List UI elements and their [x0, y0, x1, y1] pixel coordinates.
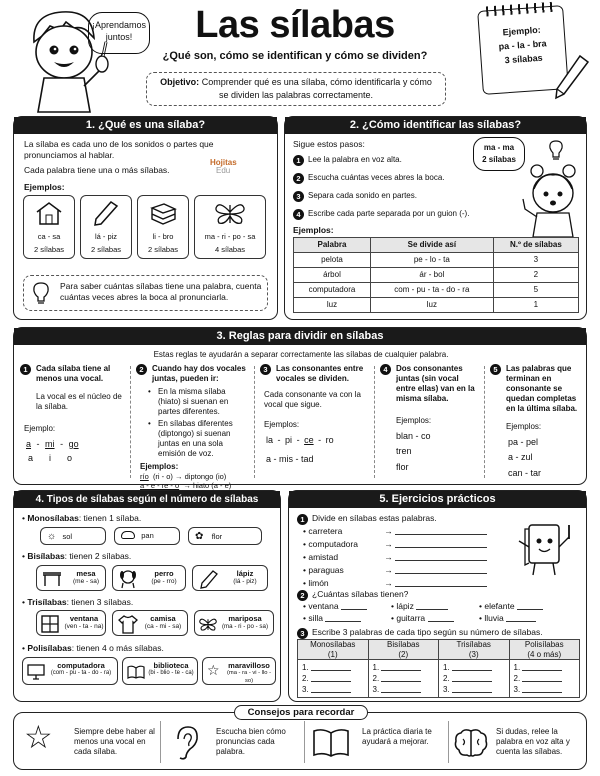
house-icon [34, 200, 64, 226]
exercise-3-table-wrap [297, 639, 580, 698]
answer-line[interactable] [428, 621, 454, 622]
objective-text: Comprender qué es una sílaba, cómo identificarla y cómo se dividen las palabras correctamente. [201, 77, 432, 100]
exercise-1-item: • computadora → [303, 538, 503, 551]
section-5-title: 5. Ejercicios prácticos [289, 491, 586, 508]
answer-line[interactable] [506, 621, 536, 622]
poli-card-biblioteca: biblioteca (bi - blio - te - ca) [122, 657, 198, 685]
s2-step-2: 2 Escucha cuántas veces abres la boca. [293, 173, 445, 184]
answer-line[interactable] [395, 547, 487, 548]
section-2-title: 2. ¿Cómo identificar las sílabas? [285, 117, 586, 134]
s1-tip-text: Para saber cuántas sílabas tiene una palabra, cuenta cuántas veces abres la boca al pronunciarla. [60, 281, 262, 302]
brain-icon [454, 728, 488, 758]
rule-number: 3 [260, 364, 271, 375]
tri-card-camisa: camisa (ca - mi - sa) [112, 610, 188, 636]
answer-line[interactable] [517, 609, 543, 610]
book-stack-icon [148, 200, 178, 226]
rule-3-example-1: la - pi - ce - ro [266, 435, 334, 445]
tips-box [13, 707, 587, 770]
answer-cell[interactable]: 1. 2. 3. [439, 660, 510, 698]
tips-title: Consejos para recordar [234, 705, 368, 720]
syllable-table: Palabra Se divide así N.º de sílabas pelota pe - lo - ta 3 árbol ár - bol 2 computadora com - pu - ta - do - ra 5 luz luz 1 [293, 237, 579, 313]
page-title: Las sílabas [195, 4, 395, 46]
answer-cell[interactable]: 1. 2. 3. [368, 660, 439, 698]
answer-cell[interactable]: 1. 2. 3. [298, 660, 369, 698]
poli-card-maravilloso: ☆ maravilloso (ma - ra - vi - llo - so) [202, 657, 276, 685]
s2-step-1: 1 Lee la palabra en voz alta. [293, 155, 402, 166]
exercise-1-item: • limón → [303, 577, 503, 590]
speech-bubble-text: ¡Aprendamos juntos! [91, 20, 147, 43]
rule-4: 4 Dos consonantes juntas (sin vocal entre ellas) van en la misma sílaba. Ejemplos: blan - co tren flor [380, 364, 478, 473]
star-icon: ☆ [207, 662, 220, 678]
page-subtitle: ¿Qué son, cómo se identifican y cómo se dividen? [162, 50, 428, 62]
table-icon [41, 571, 63, 587]
butterfly-icon [198, 615, 218, 633]
computer-icon [27, 664, 45, 680]
step-number: 2 [293, 173, 304, 184]
exercise-1-question: 1 Divide en sílabas estas palabras. [297, 513, 437, 525]
exercise-3-question: 3 Escribe 3 palabras de cada tipo según su número de sílabas. [297, 627, 543, 639]
shirt-icon [117, 614, 139, 634]
rule-2: 2 Cuando hay dos vocales juntas, pueden ir: • En la misma sílaba (hiato) si suenan en partes diferentes. • En sílabas diferentes (diptongo) si suenan juntas en una sola emisión de voz. Ejemplos: río (ri - o) → diptongo (io) a - e - re - o → hiato (a - e) [136, 364, 248, 491]
example-card-mariposa: ma - ri - po - sa 4 sílabas [194, 195, 266, 259]
rule-number: 2 [136, 364, 147, 375]
bread-icon [121, 531, 135, 539]
rule-1-example-line1: a - mi - go [26, 439, 79, 449]
example-card-libro: li - bro 2 sílabas [137, 195, 189, 259]
section-4-title: 4. Tipos de sílabas según el número de sílabas [14, 491, 280, 508]
step-number: 1 [293, 155, 304, 166]
s1-paragraph-2: Cada palabra tiene una o más sílabas. [24, 165, 170, 175]
poli-card-computadora: computadora (com - pu - ta - do - ra) [22, 657, 118, 685]
s2-step-4: 4 Escribe cada parte separada por un guion (-). [293, 209, 469, 220]
table-row: pelota pe - lo - ta 3 [294, 253, 579, 268]
s2-examples-label: Ejemplos: [293, 225, 334, 235]
answer-line[interactable] [325, 621, 361, 622]
section-syllable-types [13, 490, 281, 702]
mono-card-pan: pan [114, 527, 180, 545]
exercise-2-row-1: • ventana • lápiz • elefante [303, 601, 585, 612]
s2-intro: Sigue estos pasos: [293, 139, 365, 149]
pencil-small-icon [91, 200, 121, 226]
s2-step-3: 3 Separa cada sonido en partes. [293, 191, 417, 202]
s2-table-wrap [293, 237, 579, 313]
brand-logo: Hojitas Edu [210, 158, 237, 175]
tri-card-mariposa: mariposa (ma - ri - po - sa) [194, 610, 274, 636]
section-what-is-syllable [13, 116, 278, 320]
tip-2: Escucha bien cómo pronuncias cada palabra. [164, 723, 302, 765]
rule-divider [484, 366, 485, 478]
girl-speech-bubble: ma - ma 2 sílabas [473, 137, 525, 171]
answer-line[interactable] [395, 586, 487, 587]
section-exercises [288, 490, 587, 702]
rule-1-example-line2: a i o [28, 453, 73, 464]
example-word: pa - la - bra [498, 38, 547, 52]
answer-line[interactable] [341, 609, 367, 610]
s1-paragraph-1: La sílaba es cada uno de los sonidos o partes que pronunciamos al hablar. [24, 139, 214, 160]
table-row: árbol ár - bol 2 [294, 268, 579, 283]
rule-3: 3 Las consonantes entre vocales se dividen. Cada consonante va con la vocal que sigue. Ejemplos: la - pi - ce - ro a - mis - tad [260, 364, 368, 466]
open-book-icon [127, 665, 145, 679]
mono-card-sol: ☼ sol [40, 527, 106, 545]
table-row: computadora com - pu - ta - do - ra 5 [294, 283, 579, 298]
rule-1: 1 Cada sílaba tiene al menos una vocal. La vocal es el núcleo de la sílaba. Ejemplo: a - mi - go a i o [20, 364, 124, 465]
section-1-title: 1. ¿Qué es una sílaba? [14, 117, 277, 134]
rule-2-example-2: a - e - re - o → hiato (a - e) [140, 481, 232, 491]
tri-card-ventana: ventana (ven - ta - na) [36, 610, 106, 636]
rule-2-bullet-2: • En sílabas diferentes (diptongo) si suenan juntas en una sola emisión de voz. [148, 419, 233, 458]
lightbulb-icon [30, 280, 52, 306]
exercise-1-list [303, 525, 503, 590]
bi-heading: • Bisílabas: tienen 2 sílabas. [22, 551, 132, 561]
rule-2-bullet-1: • En la misma sílaba (hiato) si suenan en partes diferentes. [148, 387, 229, 416]
window-icon [41, 615, 59, 633]
objective-label: Objetivo: [160, 77, 200, 87]
tri-heading: • Trisílabas: tienen 3 sílabas. [22, 597, 134, 607]
poli-heading: • Polisílabas: tienen 4 o más sílabas. [22, 643, 164, 653]
girl-illustration [521, 161, 585, 242]
exercise-number: 1 [297, 514, 308, 525]
answer-line[interactable] [395, 573, 487, 574]
exercise-1-item: • paraguas → [303, 564, 503, 577]
rule-number: 4 [380, 364, 391, 375]
book-character-illustration [515, 517, 575, 582]
exercise-2-row-2: • silla • guitarra • lluvia [303, 613, 585, 624]
table-row: luz luz 1 [294, 298, 579, 313]
section-rules [13, 327, 587, 491]
speech-bubble [88, 12, 150, 54]
example-label: Ejemplo: [502, 24, 541, 38]
exercise-2-question: 2 ¿Cuántas sílabas tienen? [297, 589, 408, 601]
exercise-number: 3 [297, 628, 308, 639]
answer-line[interactable] [395, 534, 487, 535]
spiral-rings-icon [486, 2, 557, 17]
exercise-1-item: • amistad → [303, 551, 503, 564]
rule-2-example-1: río (ri - o) → diptongo (io) [140, 472, 227, 481]
bi-card-perro: perro (pe - rro) [112, 565, 186, 591]
objective-box [146, 72, 446, 106]
exercise-number: 2 [297, 590, 308, 601]
tip-4: Si dudas, relee la palabra en voz alta y cuenta las sílabas. [452, 723, 584, 765]
exercise-1-item: • carretera → [303, 525, 503, 538]
rule-number: 1 [20, 364, 31, 375]
dog-icon [117, 569, 139, 589]
section-3-title: 3. Reglas para dividir en sílabas [14, 328, 586, 345]
rule-divider [374, 366, 375, 478]
pencil-icon [550, 52, 590, 102]
bi-card-lapiz: lápiz (lá - piz) [192, 565, 268, 591]
open-book-icon [312, 728, 350, 758]
tip-3: La práctica diaria te ayudará a mejorar. [308, 723, 446, 765]
example-count: 3 sílabas [504, 52, 543, 66]
butterfly-icon [213, 200, 247, 226]
exercise-3-table: Monosílabas (1) Bisílabas (2) Trisílabas (3) Polisílabas (4 o más) 1. 2. 3. 1. 2. 3. 1. 2. 3. 1. 2. 3. [297, 639, 580, 698]
rule-divider [130, 366, 131, 478]
step-number: 3 [293, 191, 304, 202]
example-card-lapiz: lá - piz 2 sílabas [80, 195, 132, 259]
answer-line[interactable] [416, 609, 448, 610]
example-card-casa: ca - sa 2 sílabas [23, 195, 75, 259]
flower-icon: ✿ [195, 531, 204, 542]
answer-cell[interactable]: 1. 2. 3. [509, 660, 580, 698]
rule-5: 5 Las palabras que terminan en consonante se quedan completas en la última sílaba. Ejemplos: pa - pel a - zul can - tar [490, 364, 584, 479]
mono-card-flor: ✿ flor [188, 527, 262, 545]
pencil-small-icon [199, 569, 219, 589]
s3-intro: Estas reglas te ayudarán a separar correctamente las sílabas de cualquier palabra. [153, 350, 449, 359]
ear-icon [170, 725, 200, 761]
sun-icon: ☼ [47, 531, 57, 542]
s1-examples-label: Ejemplos: [24, 182, 65, 192]
star-icon: ☆ [24, 719, 53, 755]
section-how-identify [284, 116, 587, 320]
s1-tip-box [23, 275, 268, 311]
answer-line[interactable] [395, 560, 487, 561]
mono-heading: • Monosílabas: tienen 1 sílaba. [22, 513, 142, 523]
tip-1: ☆ Siempre debe haber al menos una vocal en cada sílaba. [24, 719, 155, 756]
rule-divider [254, 366, 255, 478]
step-number: 4 [293, 209, 304, 220]
rule-number: 5 [490, 364, 501, 375]
bi-card-mesa: mesa (me - sa) [36, 565, 106, 591]
